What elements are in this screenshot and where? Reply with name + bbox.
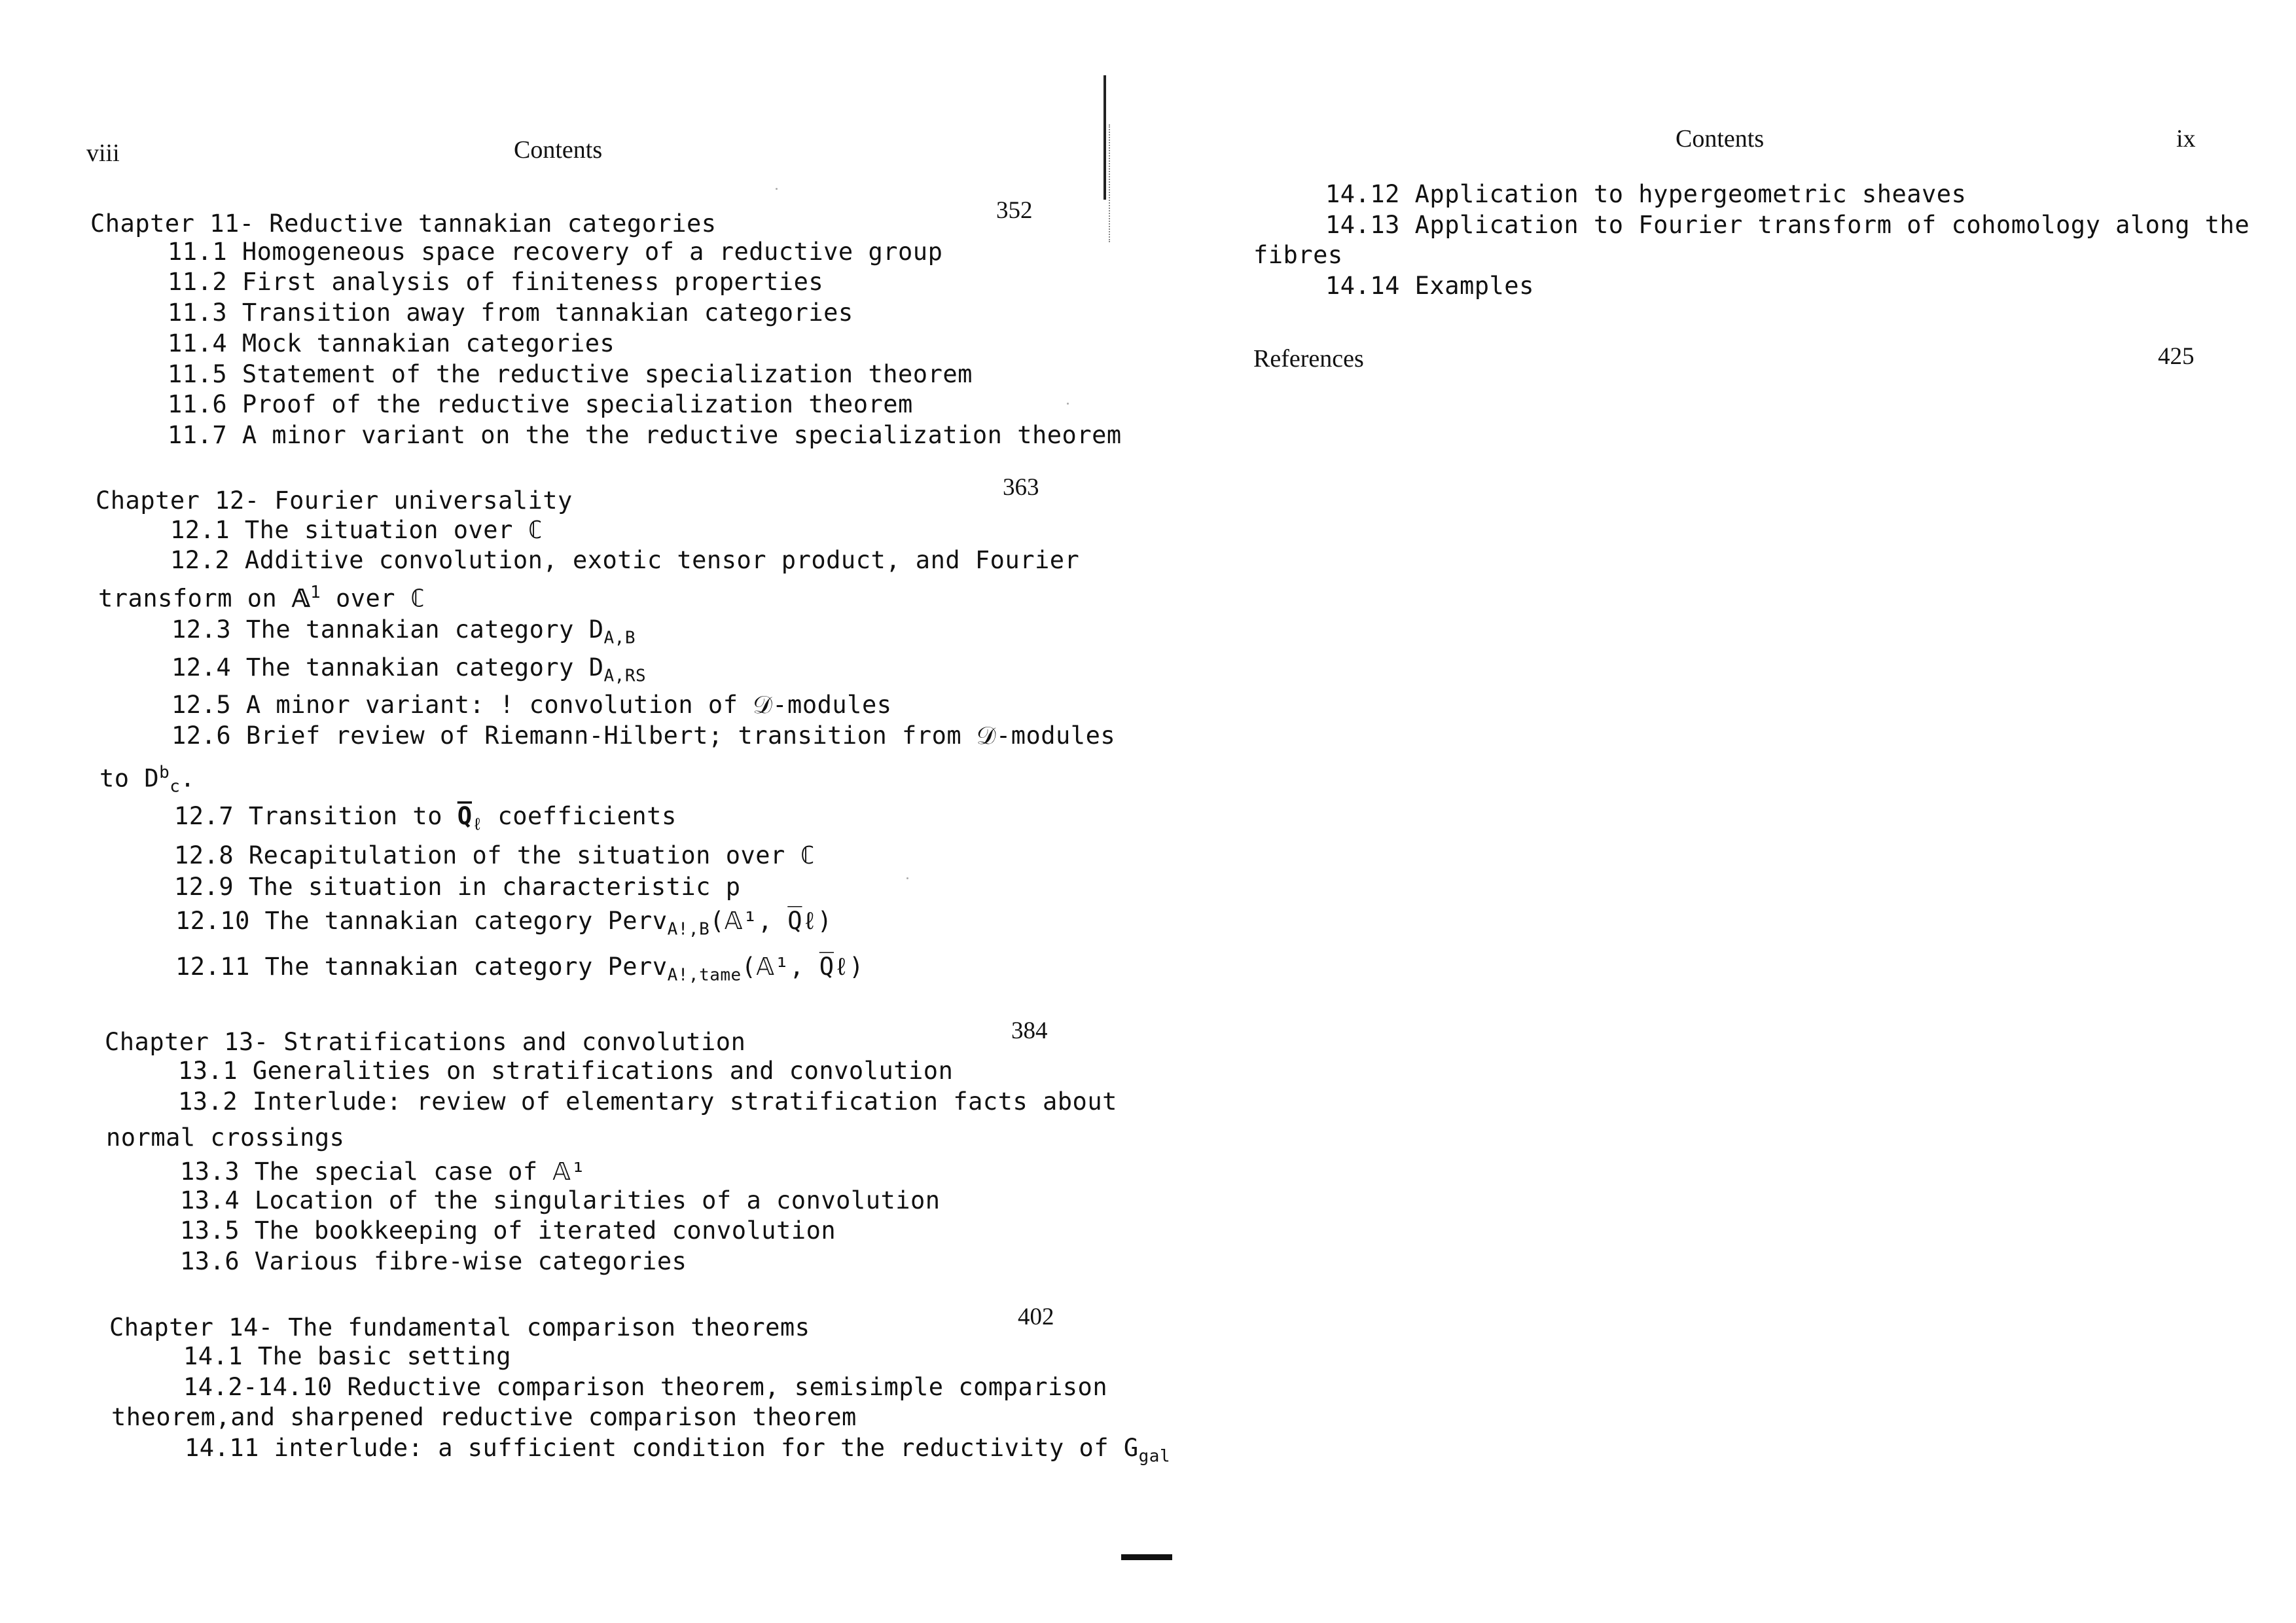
section-11-5: 11.5 Statement of the reductive specialization theorem bbox=[168, 360, 973, 388]
section-12-6-line2: to $D^b_c$. bbox=[99, 763, 196, 797]
section-12-2-line2: transform on 𝔸$^1$ over ℂ bbox=[98, 583, 425, 613]
section-12-11: 12.11 The tannakian category Perv$_{A!,tame}$(𝔸¹, Q̅ℓ) bbox=[175, 953, 864, 985]
section-12-2-line1: 12.2 Additive convolution, exotic tensor product, and Fourier bbox=[170, 546, 1080, 574]
section-14-2-line1: 14.2-14.10 Reductive comparison theorem, semisimple comparison bbox=[183, 1373, 1108, 1401]
section-12-3: 12.3 The tannakian category $D_{A,B}$ bbox=[171, 615, 636, 648]
chapter-14-page: 402 bbox=[1018, 1304, 1054, 1330]
section-12-4: 12.4 The tannakian category $D_{A,RS}$ bbox=[171, 653, 647, 686]
running-head-right: Contents bbox=[1676, 125, 1765, 153]
section-13-2-line2: normal crossings bbox=[106, 1123, 345, 1152]
section-11-7: 11.7 A minor variant on the the reductive specialization theorem bbox=[168, 421, 1122, 449]
section-11-4: 11.4 Mock tannakian categories bbox=[168, 329, 615, 357]
section-12-7: 12.7 Transition to $Q̅_\ell$ coefficients bbox=[174, 802, 677, 835]
section-14-13-line1: 14.13 Application to Fourier transform of cohomology along the bbox=[1325, 211, 2250, 239]
chapter-12-heading: Chapter 12- Fourier universality bbox=[96, 486, 573, 515]
section-12-9: 12.9 The situation in characteristic p bbox=[174, 873, 741, 901]
section-12-5: 12.5 A minor variant: ! convolution of 𝒟-modules bbox=[171, 691, 892, 719]
section-12-10: 12.10 The tannakian category Perv$_{A!,B}$(𝔸¹, Q̅ℓ) bbox=[175, 907, 833, 939]
section-14-12: 14.12 Application to hypergeometric sheaves bbox=[1325, 180, 1967, 208]
section-13-5: 13.5 The bookkeeping of iterated convolution bbox=[180, 1216, 836, 1245]
section-11-2: 11.2 First analysis of finiteness properties bbox=[168, 268, 824, 296]
section-11-1: 11.1 Homogeneous space recovery of a reductive group bbox=[168, 238, 943, 266]
section-14-13-line2: fibres bbox=[1253, 241, 1343, 269]
running-head-left: Contents bbox=[514, 136, 603, 164]
section-13-4: 13.4 Location of the singularities of a convolution bbox=[180, 1186, 941, 1214]
section-13-1: 13.1 Generalities on stratifications and convolution bbox=[178, 1057, 954, 1085]
references-label: References bbox=[1253, 345, 1364, 373]
section-14-2-line2: theorem,and sharpened reductive comparison theorem bbox=[111, 1403, 857, 1431]
section-13-2-line1: 13.2 Interlude: review of elementary stratification facts about bbox=[178, 1087, 1117, 1116]
chapter-13-page: 384 bbox=[1011, 1017, 1048, 1044]
chapter-11-heading: Chapter 11- Reductive tannakian categories bbox=[90, 210, 717, 238]
section-14-14: 14.14 Examples bbox=[1325, 272, 1534, 300]
section-12-8: 12.8 Recapitulation of the situation over ℂ bbox=[174, 841, 816, 869]
section-14-1: 14.1 The basic setting bbox=[183, 1342, 512, 1370]
references-page: 425 bbox=[2158, 343, 2195, 370]
section-13-3: 13.3 The special case of 𝔸¹ bbox=[180, 1158, 586, 1186]
section-14-11: 14.11 interlude: a sufficient condition for the reductivity of $G_{gal}$ bbox=[185, 1434, 1171, 1467]
chapter-11-page: 352 bbox=[996, 197, 1033, 224]
section-12-6-line1: 12.6 Brief review of Riemann-Hilbert; transition from 𝒟-modules bbox=[171, 721, 1116, 750]
chapter-12-page: 363 bbox=[1003, 474, 1039, 501]
folio-right: ix bbox=[2176, 125, 2196, 153]
section-11-3: 11.3 Transition away from tannakian categories bbox=[168, 299, 853, 327]
section-12-1: 12.1 The situation over ℂ bbox=[170, 516, 543, 544]
folio-left: viii bbox=[86, 139, 120, 167]
section-11-6: 11.6 Proof of the reductive specialization theorem bbox=[168, 390, 913, 418]
chapter-13-heading: Chapter 13- Stratifications and convolution bbox=[105, 1028, 746, 1056]
section-13-6: 13.6 Various fibre-wise categories bbox=[180, 1247, 687, 1275]
chapter-14-heading: Chapter 14- The fundamental comparison theorems bbox=[109, 1313, 810, 1341]
